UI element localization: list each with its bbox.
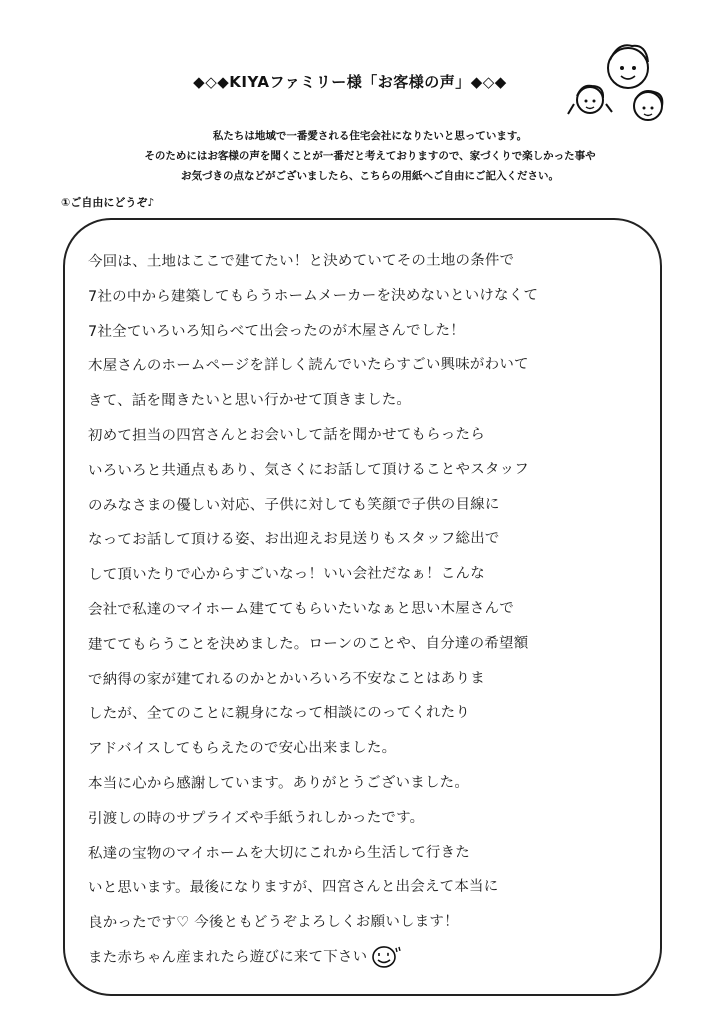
intro-text <box>70 126 670 186</box>
comment-line: 木屋さんのホームページを詳しく読んでいたらすごい興味がわいて <box>87 356 529 375</box>
intro-line: お気づきの点などがございましたら、こちらの用紙へご自由にご記入ください。 <box>181 170 559 182</box>
intro-line: 私たちは地域で一番愛される住宅会社になりたいと思っています。 <box>212 130 528 142</box>
comment-line-text: また赤ちゃん産まれたら遊びに来て下さい <box>87 948 368 966</box>
page-title: ◆◇◆KIYAファミリー様「お客様の声」◆◇◆ <box>193 73 507 91</box>
comment-line: いと思います。最後になりますが、四宮さんと出会えて本当に <box>87 878 499 897</box>
comment-line: 建ててもらうことを決めました。ローンのことや、自分達の希望額 <box>87 635 529 653</box>
comment-line-last <box>88 939 648 976</box>
comment-line: 引渡しの時のサプライズや手紙うれしかったです。 <box>87 809 425 827</box>
comment-line: いろいろと共通点もあり、気さくにお話して頂けることやスタッフ <box>87 461 530 479</box>
comment-line: で納得の家が建てれるのかとかいろいろ不安なことはありま <box>87 670 485 688</box>
intro-line: そのためにはお客様の声を聞くことが一番だと考えておりますので、家づくりで楽しかった事や <box>144 150 596 162</box>
comment-line: なってお話して頂ける姿、お出迎えお見送りもスタッフ総出で <box>87 530 500 549</box>
family-faces-icon <box>560 38 670 128</box>
comment-line: アドバイスしてもらえたので安心出来ました。 <box>87 740 397 758</box>
smiley-face-icon <box>371 945 401 969</box>
comment-line: のみなさまの優しい対応、子供に対しても笑顔で子供の目線に <box>87 496 500 514</box>
comment-line: 7社の中から建築してもらうホームメーカーを決めないといけなくて <box>87 287 539 305</box>
comment-line: 私達の宝物のマイホームを大切にこれから生活して行きた <box>87 844 470 862</box>
free-comment-prompt: ①ご自由にどうぞ♪ <box>61 196 155 209</box>
handwritten-comment <box>88 244 648 975</box>
comment-line: したが、全てのことに親身になって相談にのってくれたり <box>87 705 471 723</box>
comment-line: 7社全ていろいろ知らべて出会ったのが木屋さんでした！ <box>87 322 465 340</box>
comment-line: 良かったです♡ 今後ともどうぞよろしくお願いします！ <box>87 913 459 932</box>
comment-line: 今回は、土地はここで建てたい！と決めていてその土地の条件で <box>87 252 515 270</box>
comment-line: 会社で私達のマイホーム建ててもらいたいなぁと思い木屋さんで <box>87 600 515 618</box>
comment-line: 本当に心から感謝しています。ありがとうございました。 <box>87 774 470 792</box>
comment-line: して頂いたりで心からすごいなっ！いい会社だなぁ！こんな <box>87 565 485 584</box>
comment-line: 初めて担当の四宮さんとお会いして話を聞かせてもらったら <box>87 426 485 444</box>
comment-line: きて、話を聞きたいと思い行かせて頂きました。 <box>87 392 412 410</box>
